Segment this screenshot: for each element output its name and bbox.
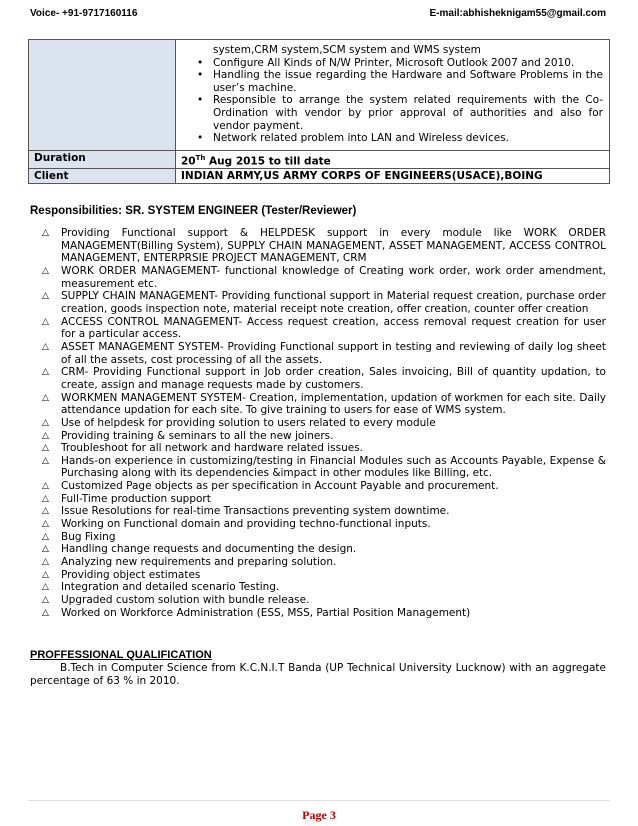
responsibility-item: △ Use of helpdesk for providing solution to users related to every module bbox=[42, 416, 436, 429]
project-bullet-list bbox=[196, 57, 603, 145]
triangle-bullet-icon: △ bbox=[42, 481, 49, 492]
responsibility-item: △ SUPPLY CHAIN MANAGEMENT- Providing functional support in Material request creation, purchase order creation, goods inspection note, material receipt note creation, offer creation, counter offer creation bbox=[42, 290, 606, 315]
duration-day: 20 bbox=[181, 155, 196, 168]
project-table-content-cell bbox=[176, 40, 610, 151]
triangle-bullet-icon: △ bbox=[42, 544, 49, 555]
project-bullet: • Network related problem into LAN and Wireless devices. bbox=[213, 132, 603, 145]
client-value: INDIAN ARMY,US ARMY CORPS OF ENGINEERS(USACE),BOING bbox=[176, 169, 610, 184]
duration-label: Duration bbox=[29, 150, 176, 169]
project-table-label-cell bbox=[29, 40, 176, 151]
triangle-bullet-icon: △ bbox=[42, 341, 49, 352]
responsibility-item: △ Integration and detailed scenario Testing. bbox=[42, 581, 280, 594]
responsibility-item: △ Bug Fixing bbox=[42, 530, 116, 543]
triangle-bullet-icon: △ bbox=[42, 392, 49, 403]
qualification-title: PROFFESSIONAL QUALIFICATION bbox=[30, 649, 212, 661]
responsibilities-list bbox=[30, 227, 606, 619]
duration-rest: Aug 2015 to till date bbox=[205, 155, 331, 168]
project-bullet: • Handling the issue regarding the Hardware and Software Problems in the user’s machine. bbox=[213, 69, 603, 94]
triangle-bullet-icon: △ bbox=[42, 607, 49, 618]
continuation-text: system,CRM system,SCM system and WMS system bbox=[213, 44, 481, 56]
triangle-bullet-icon: △ bbox=[42, 569, 49, 580]
triangle-bullet-icon: △ bbox=[42, 417, 49, 428]
triangle-bullet-icon: △ bbox=[42, 430, 49, 441]
project-bullet: • Configure All Kinds of N/W Printer, Microsoft Outlook 2007 and 2010. bbox=[213, 57, 603, 70]
triangle-bullet-icon: △ bbox=[42, 455, 49, 466]
triangle-bullet-icon: △ bbox=[42, 582, 49, 593]
responsibility-item: △ WORKMEN MANAGEMENT SYSTEM- Creation, implementation, updation of workmen for each site. Daily attendance updation for each site. To give training to users for ease of WMS system. bbox=[42, 391, 606, 417]
triangle-bullet-icon: △ bbox=[42, 316, 49, 327]
header-email: E-mail:abhisheknigam55@gmail.com bbox=[429, 8, 606, 19]
responsibility-item: △ Analyzing new requirements and preparing solution. bbox=[42, 556, 337, 569]
responsibilities-title: Responsibilities: SR. SYSTEM ENGINEER (Tester/Reviewer) bbox=[30, 205, 357, 217]
page-header bbox=[30, 8, 606, 22]
page-number: Page 3 bbox=[302, 808, 336, 822]
triangle-bullet-icon: △ bbox=[42, 265, 49, 276]
client-label: Client bbox=[29, 169, 176, 184]
triangle-bullet-icon: △ bbox=[42, 595, 49, 606]
responsibility-item: △ Customized Page objects as per specification in Account Payable and procurement. bbox=[42, 480, 499, 493]
triangle-bullet-icon: △ bbox=[42, 557, 49, 568]
triangle-bullet-icon: △ bbox=[42, 443, 49, 454]
triangle-bullet-icon: △ bbox=[42, 531, 49, 542]
header-voice: Voice- +91-9717160116 bbox=[30, 8, 138, 19]
responsibility-item: △ WORK ORDER MANAGEMENT- functional knowledge of Creating work order, work order amendment, measurement etc. bbox=[42, 264, 606, 290]
triangle-bullet-icon: △ bbox=[42, 519, 49, 530]
responsibility-item: △ Providing object estimates bbox=[42, 568, 201, 581]
responsibility-item: △ CRM- Providing Functional support in Job order creation, Sales invoicing, Bill of quantity updation, to create, assign and manage requests made by customers. bbox=[42, 366, 606, 391]
responsibility-item: △ Upgraded custom solution with bundle release. bbox=[42, 594, 310, 607]
responsibility-item: △ Issue Resolutions for real-time Transactions preventing system downtime. bbox=[42, 505, 450, 518]
responsibility-item: △ Working on Functional domain and providing techno-functional inputs. bbox=[42, 518, 431, 531]
triangle-bullet-icon: △ bbox=[42, 228, 49, 238]
responsibility-item: △ Handling change requests and documenting the design. bbox=[42, 543, 357, 556]
project-table bbox=[28, 39, 610, 184]
triangle-bullet-icon: △ bbox=[42, 367, 49, 378]
responsibility-item: △ Worked on Workforce Administration (ESS, MSS, Partial Position Management) bbox=[42, 606, 471, 619]
triangle-bullet-icon: △ bbox=[42, 493, 49, 504]
project-bullet: • Responsible to arrange the system related requirements with the Co-Ordination with vendor by prior approval of authorities and also for vendor payment. bbox=[213, 94, 603, 132]
footer-divider bbox=[28, 800, 610, 801]
responsibility-item: △ Providing training & seminars to all the new joiners. bbox=[42, 429, 334, 442]
responsibility-item: △ ASSET MANAGEMENT SYSTEM- Providing Functional support in testing and reviewing of daily log sheet of all the assets, cost processing of all the assets. bbox=[42, 340, 606, 366]
triangle-bullet-icon: △ bbox=[42, 506, 49, 517]
duration-value bbox=[176, 150, 610, 169]
triangle-bullet-icon: △ bbox=[42, 291, 49, 302]
responsibility-item: △ ACCESS CONTROL MANAGEMENT- Access request creation, access removal request creation for user for a particular access. bbox=[42, 315, 606, 341]
responsibility-item: △ Troubleshoot for all network and hardware related issues. bbox=[42, 442, 364, 455]
responsibility-item: △ Providing Functional support & HELPDESK support in every module like WORK ORDER MANAGEMENT(Billing System), SUPPLY CHAIN MANAGEMENT, ASSET MANAGEMENT, ACCESS CONTROL MANAGEMENT, ENTERPRSIE PROJECT MANAGEMENT, CRM bbox=[42, 227, 606, 265]
responsibility-item: △ Hands-on experience in customizing/testing in Financial Modules such as Accounts Payable, Expense & Purchasing along with its dependencies &impact in other modules like Billing, etc. bbox=[42, 454, 606, 480]
responsibility-item: △ Full-Time production support bbox=[42, 492, 211, 505]
qualification-text: B.Tech in Computer Science from K.C.N.I.T Banda (UP Technical University Lucknow) with an aggregate percentage of 63 % in 2010. bbox=[30, 662, 606, 687]
duration-suffix: Th bbox=[195, 153, 206, 162]
